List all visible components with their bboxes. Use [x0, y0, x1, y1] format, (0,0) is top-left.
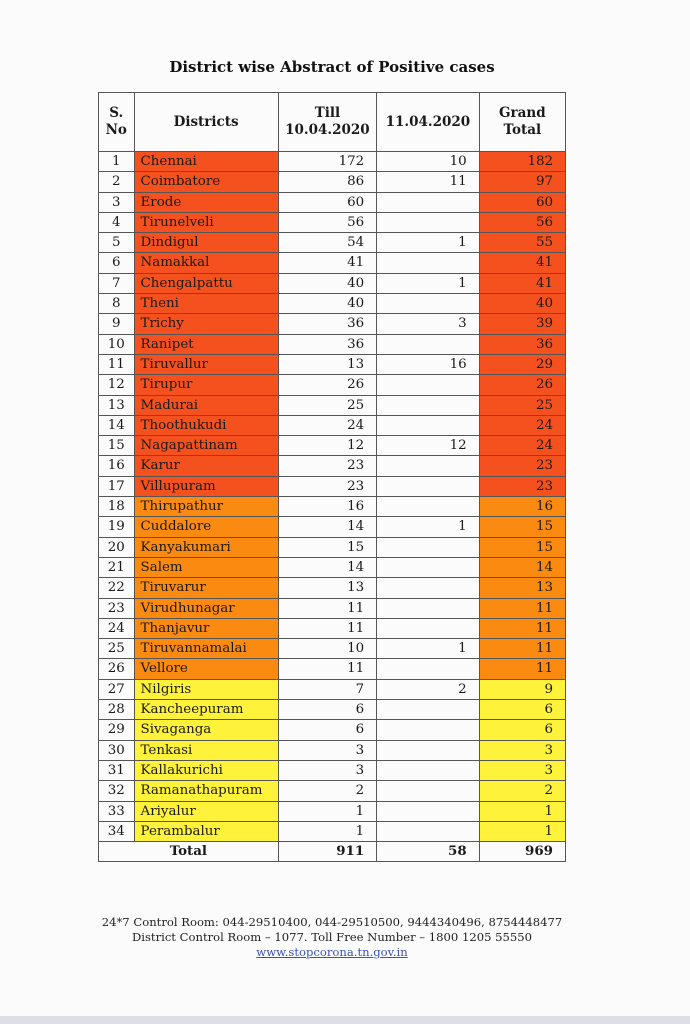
row-district: Thirupathur	[134, 497, 278, 517]
row-grand-total: 1	[479, 801, 565, 821]
row-day	[377, 294, 480, 314]
row-grand-total: 14	[479, 557, 565, 577]
row-day: 1	[377, 273, 480, 293]
row-till: 40	[278, 294, 376, 314]
header-till-line2: 10.04.2020	[285, 122, 370, 138]
row-till: 56	[278, 212, 376, 232]
row-day	[377, 598, 480, 618]
row-district: Dindigul	[134, 233, 278, 253]
table-row	[99, 294, 566, 314]
table-row	[99, 436, 566, 456]
header-districts: Districts	[134, 93, 278, 152]
row-till: 13	[278, 354, 376, 374]
row-district: Namakkal	[134, 253, 278, 273]
row-day	[377, 537, 480, 557]
table-row	[99, 821, 566, 841]
row-grand-total: 3	[479, 760, 565, 780]
row-grand-total: 25	[479, 395, 565, 415]
table-row	[99, 354, 566, 374]
row-district: Ariyalur	[134, 801, 278, 821]
row-sno: 21	[99, 557, 135, 577]
row-day	[377, 740, 480, 760]
row-sno: 19	[99, 517, 135, 537]
total-row	[99, 842, 566, 862]
row-district: Salem	[134, 557, 278, 577]
row-day	[377, 618, 480, 638]
row-district: Ranipet	[134, 334, 278, 354]
table-row	[99, 172, 566, 192]
row-sno: 10	[99, 334, 135, 354]
row-day	[377, 578, 480, 598]
footer-control-room: 24*7 Control Room: 044-29510400, 044-29510500, 9444340496, 8754448477	[101, 915, 563, 929]
table-row	[99, 700, 566, 720]
row-sno: 27	[99, 679, 135, 699]
row-grand-total: 13	[479, 578, 565, 598]
row-day: 1	[377, 517, 480, 537]
row-till: 13	[278, 578, 376, 598]
row-district: Chennai	[134, 152, 278, 172]
table-row	[99, 517, 566, 537]
row-grand-total: 6	[479, 720, 565, 740]
row-sno: 16	[99, 456, 135, 476]
row-day: 1	[377, 639, 480, 659]
row-day	[377, 497, 480, 517]
row-sno: 23	[99, 598, 135, 618]
total-grand: 969	[479, 842, 565, 862]
row-sno: 2	[99, 172, 135, 192]
row-district: Chengalpattu	[134, 273, 278, 293]
row-till: 86	[278, 172, 376, 192]
row-sno: 8	[99, 294, 135, 314]
row-district: Tirupur	[134, 375, 278, 395]
table-row	[99, 273, 566, 293]
row-day: 12	[377, 436, 480, 456]
row-sno: 9	[99, 314, 135, 334]
row-grand-total: 15	[479, 517, 565, 537]
row-till: 14	[278, 517, 376, 537]
row-till: 6	[278, 720, 376, 740]
row-grand-total: 39	[479, 314, 565, 334]
row-till: 25	[278, 395, 376, 415]
row-till: 36	[278, 314, 376, 334]
row-till: 172	[278, 152, 376, 172]
table-row	[99, 314, 566, 334]
row-sno: 33	[99, 801, 135, 821]
row-sno: 29	[99, 720, 135, 740]
row-till: 23	[278, 456, 376, 476]
row-sno: 22	[99, 578, 135, 598]
table-row	[99, 334, 566, 354]
row-sno: 5	[99, 233, 135, 253]
row-day	[377, 760, 480, 780]
row-grand-total: 1	[479, 821, 565, 841]
row-grand-total: 11	[479, 639, 565, 659]
row-sno: 18	[99, 497, 135, 517]
table-row	[99, 740, 566, 760]
header-sno	[99, 93, 135, 152]
row-grand-total: 40	[479, 294, 565, 314]
table-row	[99, 598, 566, 618]
row-sno: 7	[99, 273, 135, 293]
row-day	[377, 781, 480, 801]
row-district: Kanyakumari	[134, 537, 278, 557]
table-row	[99, 233, 566, 253]
row-grand-total: 24	[479, 415, 565, 435]
table-body	[99, 152, 566, 842]
total-label: Total	[99, 842, 279, 862]
row-district: Karur	[134, 456, 278, 476]
row-district: Tiruvarur	[134, 578, 278, 598]
table-row	[99, 720, 566, 740]
footer	[0, 915, 664, 960]
table-row	[99, 456, 566, 476]
header-row	[99, 93, 566, 152]
row-sno: 15	[99, 436, 135, 456]
row-till: 7	[278, 679, 376, 699]
row-district: Kallakurichi	[134, 760, 278, 780]
table-row	[99, 192, 566, 212]
row-sno: 13	[99, 395, 135, 415]
row-till: 60	[278, 192, 376, 212]
table-row	[99, 253, 566, 273]
row-day	[377, 700, 480, 720]
header-grand-line2: Total	[503, 122, 542, 138]
row-sno: 34	[99, 821, 135, 841]
row-district: Tenkasi	[134, 740, 278, 760]
row-sno: 26	[99, 659, 135, 679]
row-day	[377, 476, 480, 496]
row-day	[377, 801, 480, 821]
header-sno-line2: No	[105, 122, 127, 138]
bottom-strip	[0, 1016, 690, 1024]
table-row	[99, 375, 566, 395]
row-day	[377, 192, 480, 212]
row-grand-total: 15	[479, 537, 565, 557]
row-district: Ramanathapuram	[134, 781, 278, 801]
row-grand-total: 29	[479, 354, 565, 374]
row-till: 40	[278, 273, 376, 293]
row-sno: 20	[99, 537, 135, 557]
row-district: Tirunelveli	[134, 212, 278, 232]
table-row	[99, 152, 566, 172]
row-day	[377, 720, 480, 740]
footer-district-control: District Control Room – 1077. Toll Free Number – 1800 1205 55550	[131, 930, 533, 944]
table-row	[99, 212, 566, 232]
table-row	[99, 679, 566, 699]
row-district: Perambalur	[134, 821, 278, 841]
table-row	[99, 639, 566, 659]
row-day	[377, 659, 480, 679]
row-grand-total: 60	[479, 192, 565, 212]
header-sno-line1: S.	[109, 105, 124, 121]
row-day: 16	[377, 354, 480, 374]
row-day	[377, 821, 480, 841]
row-grand-total: 2	[479, 781, 565, 801]
row-district: Virudhunagar	[134, 598, 278, 618]
row-sno: 6	[99, 253, 135, 273]
row-day	[377, 375, 480, 395]
row-district: Villupuram	[134, 476, 278, 496]
row-district: Tiruvallur	[134, 354, 278, 374]
page-title: District wise Abstract of Positive cases	[169, 58, 495, 76]
row-grand-total: 3	[479, 740, 565, 760]
table-row	[99, 760, 566, 780]
row-district: Erode	[134, 192, 278, 212]
row-grand-total: 56	[479, 212, 565, 232]
table-row	[99, 659, 566, 679]
cases-table	[98, 92, 566, 862]
row-district: Cuddalore	[134, 517, 278, 537]
total-day: 58	[377, 842, 480, 862]
header-day: 11.04.2020	[377, 93, 480, 152]
row-day: 11	[377, 172, 480, 192]
row-day: 3	[377, 314, 480, 334]
row-till: 11	[278, 618, 376, 638]
row-sno: 24	[99, 618, 135, 638]
header-till	[278, 93, 376, 152]
row-grand-total: 11	[479, 618, 565, 638]
row-till: 3	[278, 740, 376, 760]
row-district: Nagapattinam	[134, 436, 278, 456]
table-row	[99, 476, 566, 496]
row-grand-total: 41	[479, 253, 565, 273]
row-till: 36	[278, 334, 376, 354]
row-grand-total: 6	[479, 700, 565, 720]
row-grand-total: 36	[479, 334, 565, 354]
row-sno: 11	[99, 354, 135, 374]
row-district: Kancheepuram	[134, 700, 278, 720]
row-sno: 30	[99, 740, 135, 760]
row-grand-total: 41	[479, 273, 565, 293]
row-till: 1	[278, 821, 376, 841]
table-row	[99, 618, 566, 638]
row-day	[377, 253, 480, 273]
row-grand-total: 55	[479, 233, 565, 253]
row-sno: 14	[99, 415, 135, 435]
row-till: 11	[278, 598, 376, 618]
header-till-line1: Till	[314, 105, 341, 121]
row-sno: 17	[99, 476, 135, 496]
total-till: 911	[278, 842, 376, 862]
row-district: Vellore	[134, 659, 278, 679]
table-row	[99, 497, 566, 517]
header-grand-line1: Grand	[499, 105, 546, 121]
row-grand-total: 11	[479, 659, 565, 679]
row-grand-total: 11	[479, 598, 565, 618]
row-till: 6	[278, 700, 376, 720]
row-day	[377, 456, 480, 476]
row-day	[377, 395, 480, 415]
row-till: 24	[278, 415, 376, 435]
row-sno: 31	[99, 760, 135, 780]
table-row	[99, 415, 566, 435]
row-district: Tiruvannamalai	[134, 639, 278, 659]
row-till: 3	[278, 760, 376, 780]
row-till: 10	[278, 639, 376, 659]
row-district: Madurai	[134, 395, 278, 415]
row-day	[377, 212, 480, 232]
row-sno: 4	[99, 212, 135, 232]
row-district: Trichy	[134, 314, 278, 334]
row-sno: 25	[99, 639, 135, 659]
row-till: 16	[278, 497, 376, 517]
row-till: 26	[278, 375, 376, 395]
row-till: 12	[278, 436, 376, 456]
row-day: 1	[377, 233, 480, 253]
row-district: Thanjavur	[134, 618, 278, 638]
row-till: 11	[278, 659, 376, 679]
table-row	[99, 557, 566, 577]
row-sno: 1	[99, 152, 135, 172]
row-district: Nilgiris	[134, 679, 278, 699]
row-grand-total: 24	[479, 436, 565, 456]
row-grand-total: 182	[479, 152, 565, 172]
row-till: 15	[278, 537, 376, 557]
header-grand-total	[479, 93, 565, 152]
row-grand-total: 23	[479, 456, 565, 476]
row-district: Theni	[134, 294, 278, 314]
row-day: 2	[377, 679, 480, 699]
row-till: 2	[278, 781, 376, 801]
row-grand-total: 9	[479, 679, 565, 699]
footer-website-link[interactable]: www.stopcorona.tn.gov.in	[256, 945, 408, 959]
row-till: 41	[278, 253, 376, 273]
table-row	[99, 801, 566, 821]
row-sno: 32	[99, 781, 135, 801]
row-sno: 28	[99, 700, 135, 720]
row-district: Thoothukudi	[134, 415, 278, 435]
row-district: Sivaganga	[134, 720, 278, 740]
row-till: 23	[278, 476, 376, 496]
table-row	[99, 537, 566, 557]
row-till: 1	[278, 801, 376, 821]
table-row	[99, 395, 566, 415]
row-day	[377, 334, 480, 354]
row-till: 54	[278, 233, 376, 253]
row-grand-total: 23	[479, 476, 565, 496]
row-grand-total: 26	[479, 375, 565, 395]
row-day	[377, 415, 480, 435]
row-grand-total: 16	[479, 497, 565, 517]
row-grand-total: 97	[479, 172, 565, 192]
table-row	[99, 578, 566, 598]
row-day	[377, 557, 480, 577]
row-district: Coimbatore	[134, 172, 278, 192]
table-row	[99, 781, 566, 801]
row-till: 14	[278, 557, 376, 577]
row-sno: 12	[99, 375, 135, 395]
row-sno: 3	[99, 192, 135, 212]
row-day: 10	[377, 152, 480, 172]
